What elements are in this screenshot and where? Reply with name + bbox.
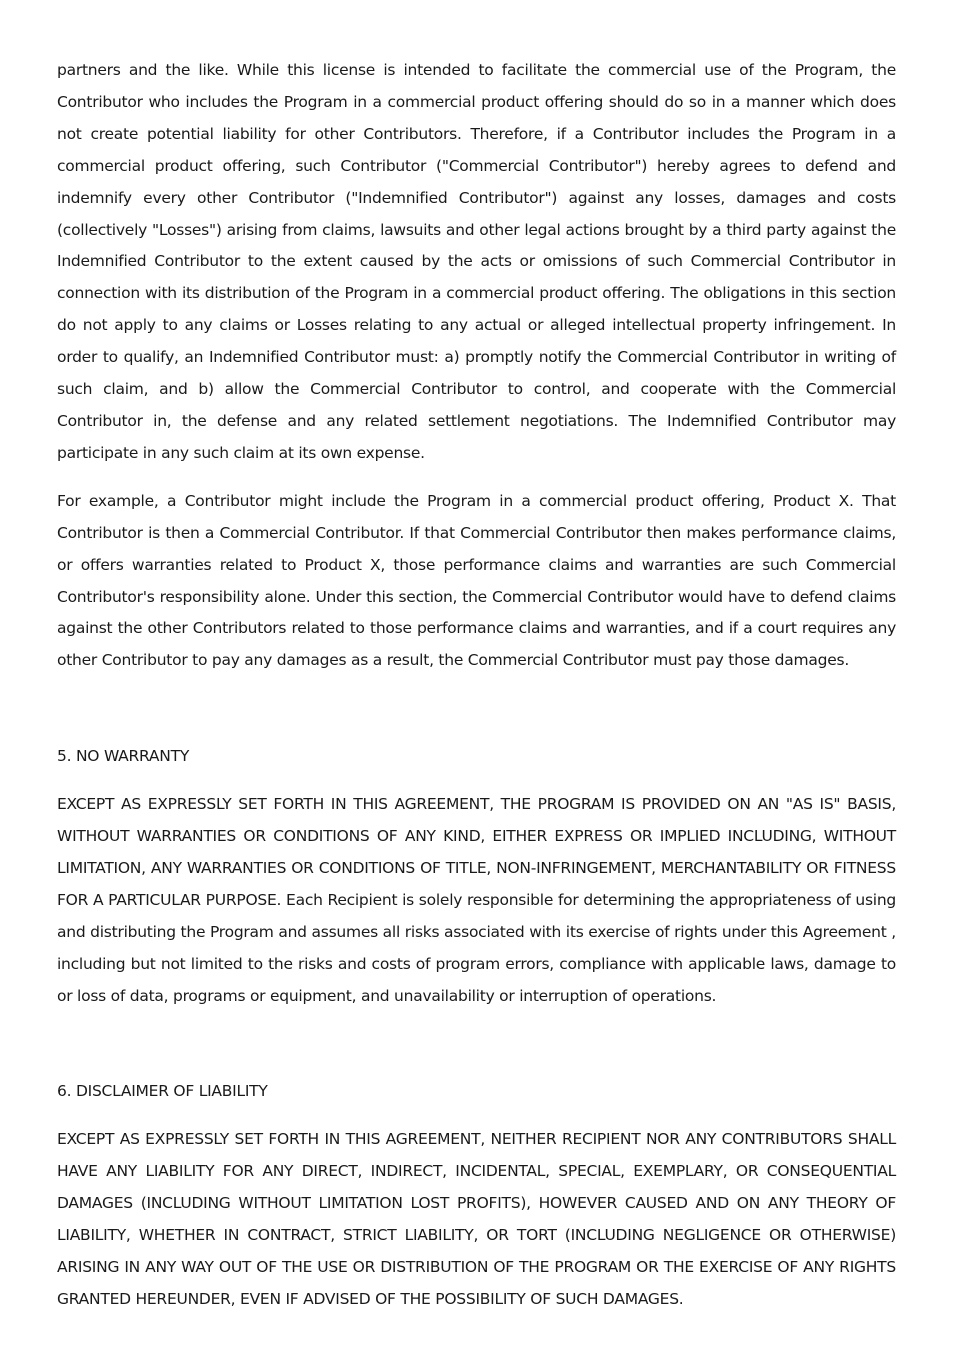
section5-body: EXCEPT AS EXPRESSLY SET FORTH IN THIS AGREEMENT, THE PROGRAM IS PROVIDED ON AN "AS IS" BASIS, WITHOUT WARRANTIES OR CONDITIONS OF ANY KIND, EITHER EXPRESS OR IMPLIED INCLUDING, WITHOUT LIMITATION, ANY WARRANTIES OR CONDITIONS OF TITLE, NON-INFRINGEMENT, MERCHANTABILITY OR FITNESS FOR A PARTICULAR PURPOSE. Each Recipient is solely responsible for determining the appropriateness of using and distributing the Program and assumes all risks associated with its exercise of rights under this Agreement , including but not limited to the risks and costs of program errors, compliance with applicable laws, damage to or loss of data, programs or equipment, and unavailability or interruption of operations. xyxy=(57,795,896,1005)
section4-paragraph-example: For example, a Contributor might include the Program in a commercial product offering, Product X. That Contributor is then a Commercial Contributor. If that Commercial Contributor then makes performance claims, or offers warranties related to Product X, those performance claims and warranties are such Commercial Contributor's responsibility alone. Under this section, the Commercial Contributor would have to defend claims against the other Contributors related to those performance claims and warranties, and if a court requires any other Contributor to pay any damages as a result, the Commercial Contributor must pay those damages. xyxy=(57,491,896,670)
section6-heading: 6. DISCLAIMER OF LIABILITY xyxy=(57,1082,268,1101)
section5-heading: 5. NO WARRANTY xyxy=(57,747,190,766)
section4-paragraph-commercial-distribution: partners and the like. While this license is intended to facilitate the commercial use of the Program, the Contributor who includes the Program in a commercial product offering should do so in a manner which does not create potential liability for other Contributors. Therefore, if a Contributor includes the Program in a commercial product offering, such Contributor ("Commercial Contributor") hereby agrees to defend and indemnify every other Contributor ("Indemnified Contributor") against any losses, damages and costs (collectively "Losses") arising from claims, lawsuits and other legal actions brought by a third party against the Indemnified Contributor to the extent caused by the acts or omissions of such Commercial Contributor in connection with its distribution of the Program in a commercial product offering. The obligations in this section do not apply to any claims or Losses relating to any actual or alleged intellectual property infringement. In order to qualify, an Indemnified Contributor must: a) promptly notify the Commercial Contributor in writing of such claim, and b) allow the Commercial Contributor to control, and cooperate with the Commercial Contributor in, the defense and any related settlement negotiations. The Indemnified Contributor may participate in any such claim at its own expense. xyxy=(57,61,896,462)
document-page xyxy=(57,55,896,1316)
section6-body: EXCEPT AS EXPRESSLY SET FORTH IN THIS AGREEMENT, NEITHER RECIPIENT NOR ANY CONTRIBUTORS SHALL HAVE ANY LIABILITY FOR ANY DIRECT, INDIRECT, INCIDENTAL, SPECIAL, EXEMPLARY, OR CONSEQUENTIAL DAMAGES (INCLUDING WITHOUT LIMITATION LOST PROFITS), HOWEVER CAUSED AND ON ANY THEORY OF LIABILITY, WHETHER IN CONTRACT, STRICT LIABILITY, OR TORT (INCLUDING NEGLIGENCE OR OTHERWISE) ARISING IN ANY WAY OUT OF THE USE OR DISTRIBUTION OF THE PROGRAM OR THE EXERCISE OF ANY RIGHTS GRANTED HEREUNDER, EVEN IF ADVISED OF THE POSSIBILITY OF SUCH DAMAGES. xyxy=(57,1130,896,1308)
